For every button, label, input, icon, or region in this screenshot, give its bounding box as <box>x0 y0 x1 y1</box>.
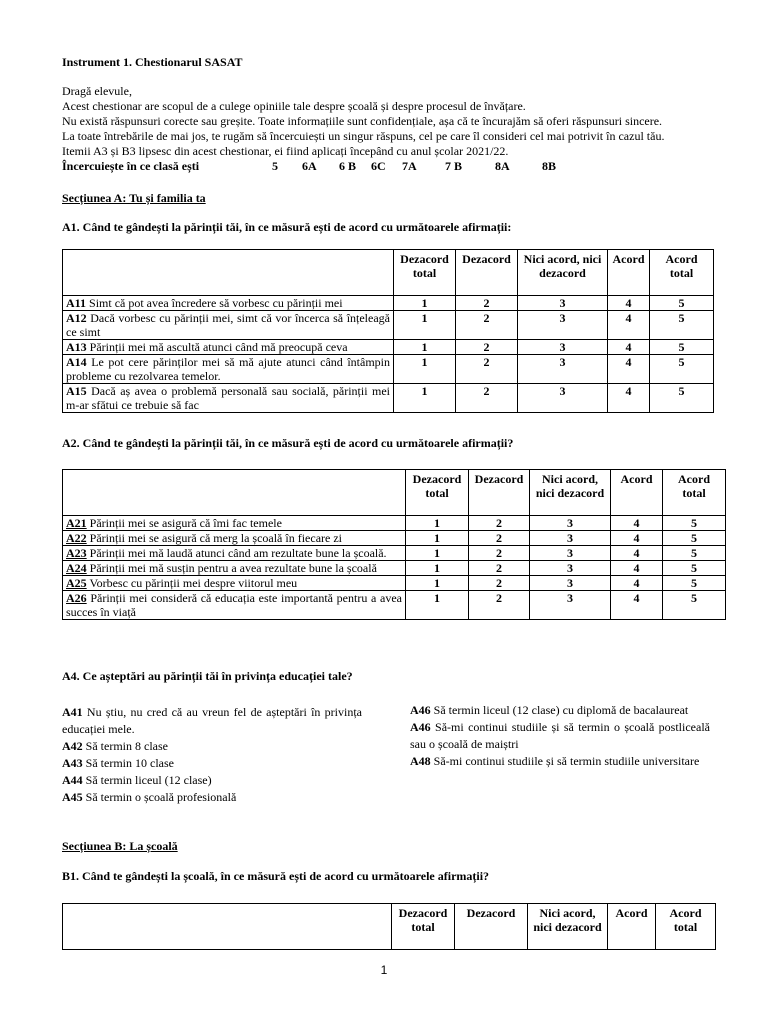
class-option[interactable]: 6 B <box>339 159 357 173</box>
class-prompt: Încercuiește în ce clasă ești <box>62 159 200 173</box>
header-cell: Nici acord, nici dezacord <box>518 250 608 296</box>
answer-option[interactable]: 1 <box>394 311 456 340</box>
answer-option[interactable]: 4 <box>608 296 650 311</box>
answer-option[interactable]: 5 <box>663 591 726 620</box>
header-cell: Acord total <box>656 904 716 950</box>
item-code: A46 <box>410 703 431 717</box>
a4-left-column <box>62 704 362 806</box>
item-text: Să termin liceul (12 clase) <box>82 773 212 787</box>
table-row <box>63 576 726 591</box>
answer-option[interactable]: 5 <box>663 546 726 561</box>
header-blank <box>63 470 406 516</box>
header-cell: Dezacord total <box>392 904 455 950</box>
answer-option[interactable]: 1 <box>394 355 456 384</box>
header-cell: Acord <box>608 250 650 296</box>
answer-option[interactable]: 4 <box>611 591 663 620</box>
table-row <box>63 591 726 620</box>
answer-option[interactable]: 3 <box>518 296 608 311</box>
section-b-title: Secțiunea B: La școală <box>62 839 178 853</box>
answer-option[interactable]: 4 <box>611 576 663 591</box>
answer-option[interactable]: 3 <box>530 546 611 561</box>
list-item[interactable] <box>62 772 362 789</box>
answer-option[interactable]: 1 <box>394 340 456 355</box>
header-cell: Nici acord, nici dezacord <box>528 904 608 950</box>
header-cell: Acord <box>608 904 656 950</box>
header-blank <box>63 904 392 950</box>
item-code: A24 <box>66 561 87 575</box>
question-a4: A4. Ce așteptări au părinții tăi în privința educației tale? <box>62 669 353 683</box>
answer-option[interactable]: 1 <box>406 546 469 561</box>
answer-option[interactable]: 2 <box>456 296 518 311</box>
answer-option[interactable]: 2 <box>456 384 518 413</box>
table-a1 <box>62 249 714 413</box>
table-b1 <box>62 903 716 950</box>
item-text: Să termin 10 clase <box>82 756 174 770</box>
header-cell: Acord <box>611 470 663 516</box>
answer-option[interactable]: 1 <box>394 384 456 413</box>
answer-option[interactable]: 4 <box>611 561 663 576</box>
table-row <box>63 531 726 546</box>
item-text: Dacă aș avea o problemă personală sau socială, părinții mei m-ar sfătui ce trebuie să fac <box>66 384 390 412</box>
list-item[interactable] <box>410 753 710 770</box>
class-option[interactable]: 6A <box>302 159 317 173</box>
answer-option[interactable]: 2 <box>469 516 530 531</box>
answer-option[interactable]: 5 <box>663 561 726 576</box>
header-cell: Acord total <box>650 250 714 296</box>
answer-option[interactable]: 3 <box>518 355 608 384</box>
answer-option[interactable]: 1 <box>406 561 469 576</box>
header-cell: Dezacord <box>469 470 530 516</box>
item-code: A21 <box>66 516 87 530</box>
header-cell: Dezacord <box>456 250 518 296</box>
question-a1: A1. Când te gândești la părinții tăi, în ce măsură ești de acord cu următoarele afirmații: <box>62 220 512 234</box>
item-code: A14 <box>66 355 87 369</box>
answer-option[interactable]: 5 <box>663 516 726 531</box>
table-row <box>63 340 714 355</box>
class-option[interactable]: 6C <box>371 159 386 173</box>
answer-option[interactable]: 3 <box>530 561 611 576</box>
class-option[interactable]: 7A <box>402 159 417 173</box>
answer-option[interactable]: 4 <box>608 355 650 384</box>
answer-option[interactable]: 5 <box>650 355 714 384</box>
answer-option[interactable]: 5 <box>663 531 726 546</box>
document-title: Instrument 1. Chestionarul SASAT <box>62 55 243 69</box>
intro-text <box>62 84 722 174</box>
header-cell: Dezacord total <box>406 470 469 516</box>
answer-option[interactable]: 5 <box>650 311 714 340</box>
item-text: Să termin liceul (12 clase) cu diplomă de bacalaureat <box>430 703 689 717</box>
a4-right-column <box>410 702 710 770</box>
answer-option[interactable]: 4 <box>608 384 650 413</box>
answer-option[interactable]: 5 <box>650 340 714 355</box>
intro-line: La toate întrebările de mai jos, te rugăm să încercuiești un singur răspuns, cel pe care îl consideri cel mai potrivit în cazul tău. <box>62 129 665 143</box>
item-text: Părinții mei mă laudă atunci când am rezultate bune la școală. <box>86 546 387 560</box>
answer-option[interactable]: 1 <box>406 576 469 591</box>
table-row <box>63 296 714 311</box>
item-text: Părinții mei mă susțin pentru a avea rezultate bune la școală <box>86 561 377 575</box>
table-a2 <box>62 469 726 620</box>
item-code: A45 <box>62 790 83 804</box>
intro-line: Acest chestionar are scopul de a culege opiniile tale despre școală și despre procesul de învățare. <box>62 99 526 113</box>
answer-option[interactable]: 4 <box>608 311 650 340</box>
answer-option[interactable]: 3 <box>530 591 611 620</box>
answer-option[interactable]: 5 <box>650 384 714 413</box>
item-text: Să-mi continui studiile și să termin o școală postliceală sau o școală de maiștri <box>410 720 710 751</box>
answer-option[interactable]: 2 <box>469 531 530 546</box>
answer-option[interactable]: 2 <box>456 311 518 340</box>
item-code: A11 <box>66 296 87 310</box>
intro-line: Nu există răspunsuri corecte sau greșite. Toate informațiile sunt confidențiale, așa că te încurajăm să oferi răspunsuri sincere. <box>62 114 663 128</box>
table-row <box>63 311 714 340</box>
page-number: 1 <box>380 963 388 977</box>
list-item[interactable] <box>62 789 362 806</box>
item-code: A46 <box>410 720 431 734</box>
item-code: A12 <box>66 311 87 325</box>
item-text: Vorbesc cu părinții mei despre viitorul meu <box>86 576 298 590</box>
item-text: Dacă vorbesc cu părinții mei, simt că vor încerca să înțeleagă ce simt <box>66 311 390 339</box>
item-code: A26 <box>66 591 87 605</box>
class-option[interactable]: 5 <box>272 159 278 173</box>
header-cell: Nici acord, nici dezacord <box>530 470 611 516</box>
class-option[interactable]: 8A <box>495 159 510 173</box>
answer-option[interactable]: 2 <box>469 591 530 620</box>
answer-option[interactable]: 2 <box>456 340 518 355</box>
answer-option[interactable]: 3 <box>530 531 611 546</box>
item-text: Să termin 8 clase <box>82 739 168 753</box>
header-cell: Dezacord total <box>394 250 456 296</box>
answer-option[interactable]: 5 <box>663 576 726 591</box>
item-code: A15 <box>66 384 87 398</box>
header-cell: Dezacord <box>455 904 528 950</box>
section-a-title: Secțiunea A: Tu și familia ta <box>62 191 206 205</box>
answer-option[interactable]: 2 <box>456 355 518 384</box>
item-code: A43 <box>62 756 83 770</box>
list-item[interactable] <box>62 704 362 738</box>
item-code: A42 <box>62 739 83 753</box>
list-item[interactable] <box>410 702 710 719</box>
answer-option[interactable]: 3 <box>518 384 608 413</box>
item-code: A22 <box>66 531 87 545</box>
intro-line: Itemii A3 și B3 lipsesc din acest chestionar, ei fiind aplicați începând cu anul școlar 2021/22. <box>62 144 509 158</box>
item-text: Părinții mei se asigură că îmi fac temele <box>86 516 282 530</box>
table-row <box>63 355 714 384</box>
list-item[interactable] <box>62 738 362 755</box>
table-row <box>63 516 726 531</box>
header-blank <box>63 250 394 296</box>
item-text: Le pot cere părinților mei să mă ajute atunci când întâmpin probleme cu rezolvarea temelor. <box>66 355 390 383</box>
answer-option[interactable]: 1 <box>406 531 469 546</box>
list-item[interactable] <box>410 719 710 753</box>
answer-option[interactable]: 4 <box>608 340 650 355</box>
item-text: Părinții mei mă ascultă atunci când mă preocupă ceva <box>86 340 348 354</box>
item-code: A25 <box>66 576 87 590</box>
answer-option[interactable]: 2 <box>469 576 530 591</box>
answer-option[interactable]: 3 <box>530 576 611 591</box>
item-code: A48 <box>410 754 431 768</box>
answer-option[interactable]: 2 <box>469 546 530 561</box>
class-selector <box>62 159 722 174</box>
item-code: A41 <box>62 705 83 719</box>
answer-option[interactable]: 3 <box>518 340 608 355</box>
item-text: Nu știu, nu cred că au vreun fel de așteptări în privința educației mele. <box>62 705 362 736</box>
item-code: A13 <box>66 340 87 354</box>
answer-option[interactable]: 5 <box>650 296 714 311</box>
answer-option[interactable]: 1 <box>406 516 469 531</box>
answer-option[interactable]: 1 <box>394 296 456 311</box>
answer-option[interactable]: 4 <box>611 531 663 546</box>
header-cell: Acord total <box>663 470 726 516</box>
answer-option[interactable]: 1 <box>406 591 469 620</box>
item-code: A23 <box>66 546 87 560</box>
item-code: A44 <box>62 773 83 787</box>
answer-option[interactable]: 4 <box>611 516 663 531</box>
answer-option[interactable]: 2 <box>469 561 530 576</box>
item-text: Părinții mei se asigură că merg la școală în fiecare zi <box>86 531 343 545</box>
list-item[interactable] <box>62 755 362 772</box>
class-option[interactable]: 8B <box>542 159 557 173</box>
answer-option[interactable]: 3 <box>518 311 608 340</box>
table-row <box>63 384 714 413</box>
intro-line: Dragă elevule, <box>62 84 132 98</box>
item-text: Să termin o școală profesională <box>82 790 237 804</box>
class-option[interactable]: 7 B <box>445 159 463 173</box>
answer-option[interactable]: 3 <box>530 516 611 531</box>
item-text: Să-mi continui studiile și să termin studiile universitare <box>430 754 700 768</box>
question-b1: B1. Când te gândești la școală, în ce măsură ești de acord cu următoarele afirmații? <box>62 869 490 883</box>
question-a2: A2. Când te gândești la părinții tăi, în ce măsură ești de acord cu următoarele afirmații? <box>62 436 514 450</box>
item-text: Părinții mei consideră că educația este importantă pentru a avea succes în viață <box>66 591 402 619</box>
table-row <box>63 561 726 576</box>
table-row <box>63 546 726 561</box>
answer-option[interactable]: 4 <box>611 546 663 561</box>
item-text: Simt că pot avea încredere să vorbesc cu părinții mei <box>86 296 343 310</box>
